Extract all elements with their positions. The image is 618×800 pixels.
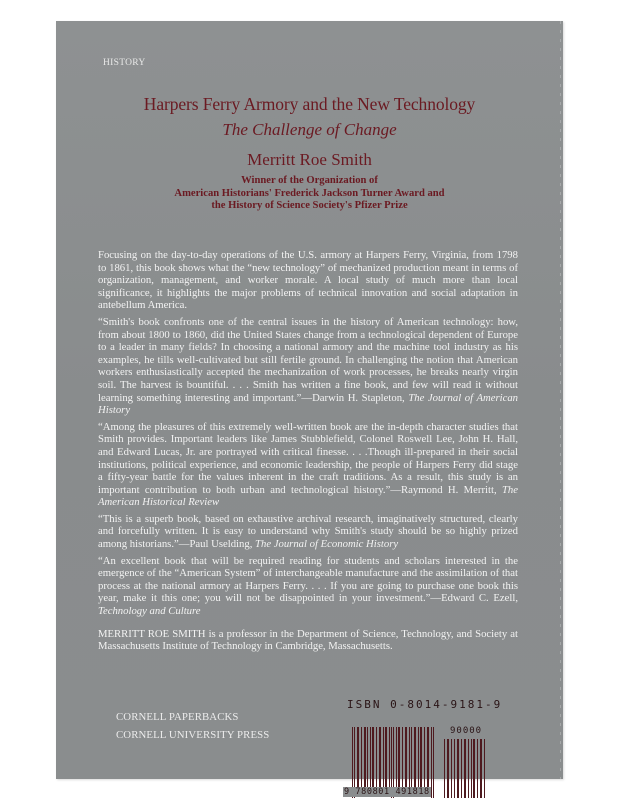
review xyxy=(98,555,518,618)
review-quote: “This is a superb book, based on exhaustive archival research, imaginatively structured, clearly and forcefully written. It is easy to understand why Smith's study should be so highly prized among historians.” xyxy=(98,512,518,551)
review-source: The Journal of American History xyxy=(98,391,519,417)
reviewer: —Raymond H. Merritt, xyxy=(390,483,502,496)
review-quote: “An excellent book that will be required reading for students and scholars interested in the emergence of the “American System” of interchangeable manufacture and the assimilation of that process at the national armory at Harpers Ferry. . . . If you are going to purchase one book this year, make it this one; you will not be disappointed in your investment.” xyxy=(98,554,518,605)
isbn-text: ISBN 0-8014-9181-9 xyxy=(347,698,503,711)
book-subtitle: The Challenge of Change xyxy=(222,120,397,139)
ean-number: 9 780801 491818 xyxy=(344,787,430,797)
category-label: HISTORY xyxy=(103,58,146,68)
addon-number: 90000 xyxy=(450,726,483,736)
author-name: Merritt Roe Smith xyxy=(247,150,372,169)
review-source: The American Historical Review xyxy=(98,483,518,509)
book-title: Harpers Ferry Armory and the New Technology xyxy=(143,94,476,114)
award-line: American Historians' Frederick Jackson Turner Award and xyxy=(174,187,445,199)
blurb xyxy=(98,249,518,657)
author-bio: MERRITT ROE SMITH is a professor in the Department of Science, Technology, and Society at Massachusetts Institute of Technology in Cambridge, Massachusetts. xyxy=(98,627,518,653)
reviewer: —Darwin H. Stapleton, xyxy=(301,391,409,404)
book-back-cover xyxy=(56,21,563,797)
publisher-imprint: CORNELL PAPERBACKS xyxy=(116,711,239,723)
review-source: The Journal of Economic History xyxy=(255,538,399,551)
award-text xyxy=(56,175,563,213)
review xyxy=(98,421,518,509)
award-line: Winner of the Organization of xyxy=(241,175,378,186)
publisher-name: CORNELL UNIVERSITY PRESS xyxy=(116,729,270,741)
review xyxy=(98,513,518,551)
review-quote: “Smith's book confronts one of the central issues in the history of American technology: how, from about 1800 to 1860, did the United States change from a technological dependent of Europe to a leader in many fields? In choosing a national armory and the machine tool industry as his examples, he tills well-cultivated but still fertile ground. In challenging the notion that American workers enthusiastically accepted the mechanization of work processes, he breaks nearly virgin soil. The harvest is bountiful. . . . Smith has written a fine book, and few will read it without learning something interesting and important.” xyxy=(98,315,518,404)
review xyxy=(98,316,518,417)
review-quote: “Among the pleasures of this extremely well-written book are the in-depth character studies that Smith provides. Important leaders like James Stubblefield, Colonel Roswell Lee, John H. Hall, and Edward Lucas, Jr. are portrayed with critical finesse. . . .Though ill-prepared in their social institutions, political experience, and economic leadership, the people of Harpers Ferry did stage a fifty-year battle for the values inherent in the craft traditions. As a result, this study is an important contribution to both urban and technological history.” xyxy=(98,420,518,496)
addon-barcode-icon xyxy=(444,739,486,798)
title-block xyxy=(56,93,563,213)
description: Focusing on the day-to-day operations of the U.S. armory at Harpers Ferry, Virginia, from 1798 to 1861, this book shows what the “new technology” of mechanized production meant in terms of organization, management, and worker morale. A local study of much more than local significance, it highlights the major problems of technical innovation and social adaptation in antebellum America. xyxy=(98,249,518,312)
publisher xyxy=(116,708,269,744)
reviewer: —Paul Uselding, xyxy=(178,538,256,551)
award-line: the History of Science Society's Pfizer Prize xyxy=(211,200,408,211)
review-source: Technology and Culture xyxy=(98,605,201,618)
reviewer: —Edward C. Ezell, xyxy=(430,592,518,605)
